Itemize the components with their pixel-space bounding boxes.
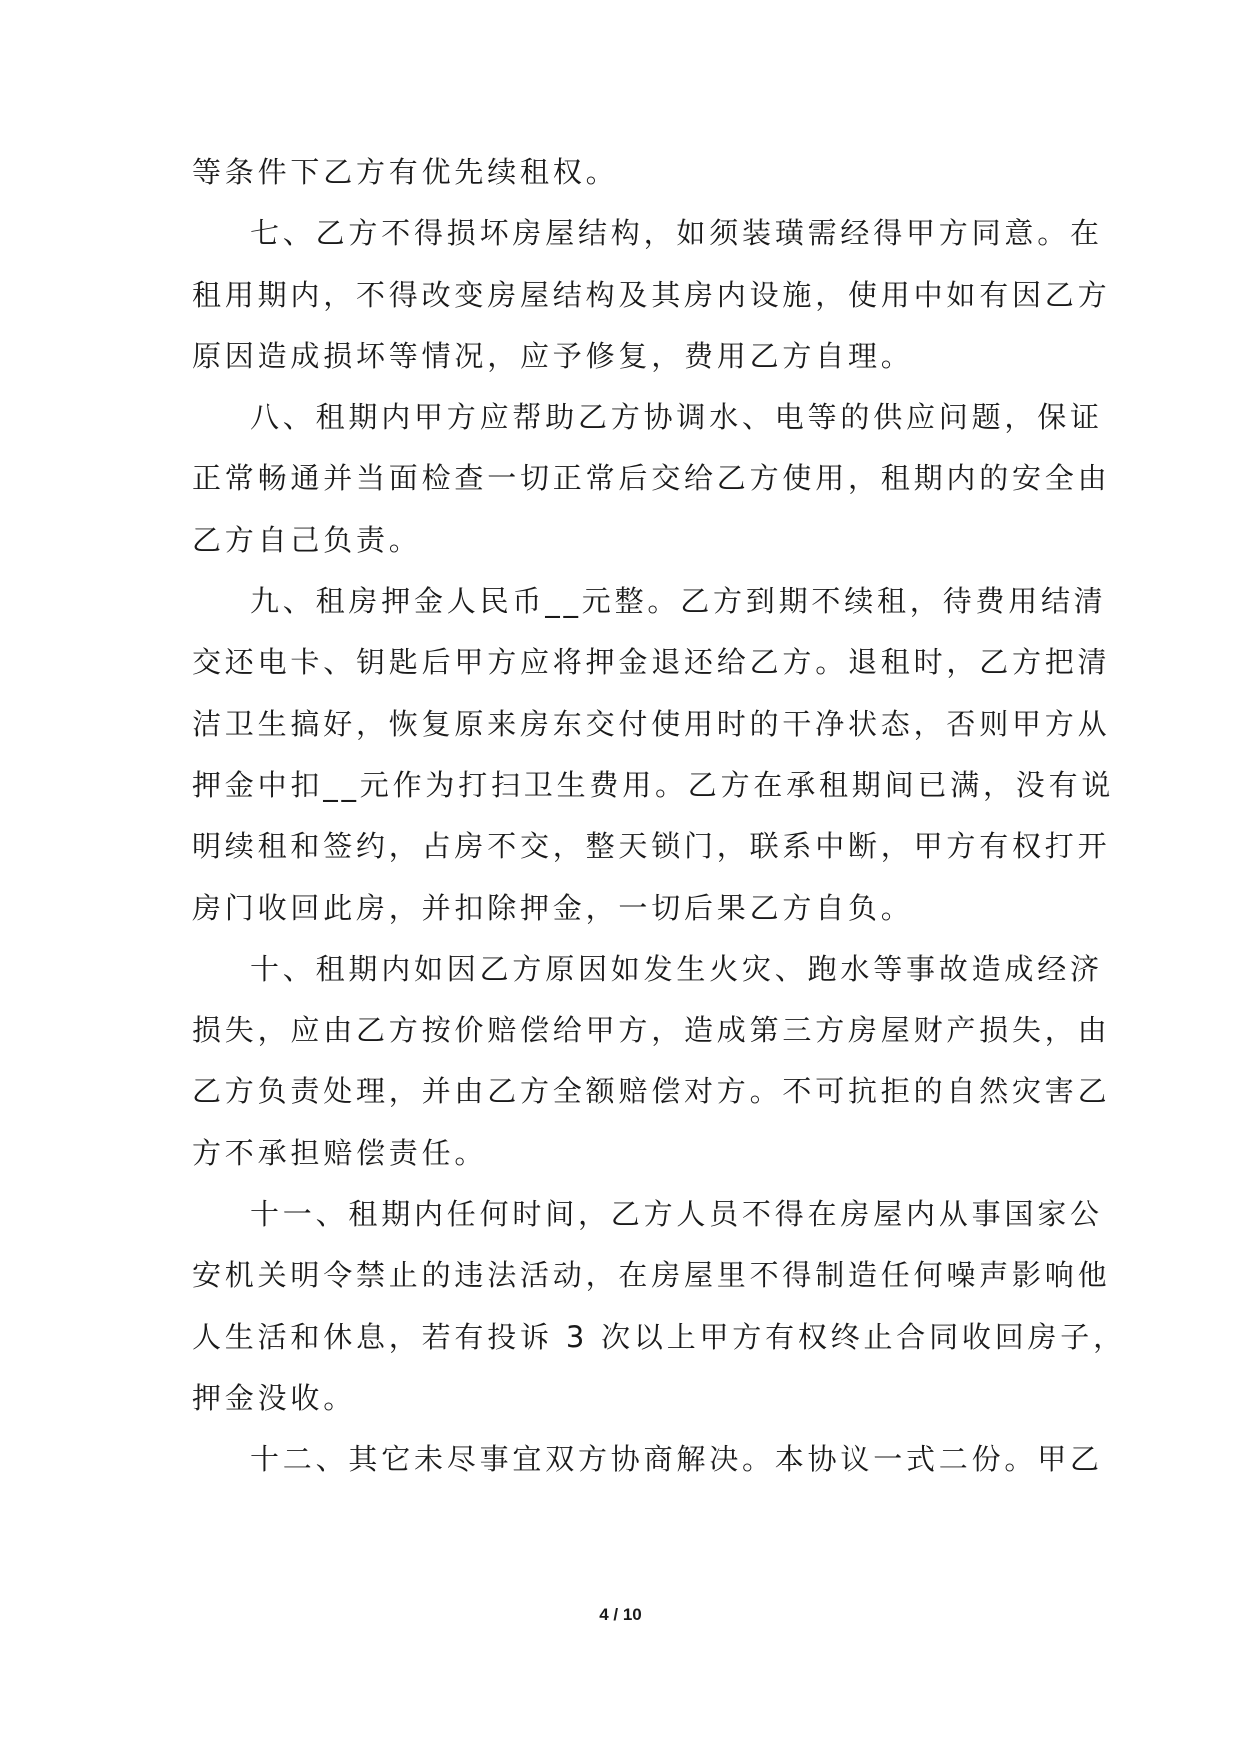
- clause-12-line: 十二、其它未尽事宜双方协商解决。本协议一式二份。甲乙: [250, 1442, 1103, 1477]
- text-line: 方不承担赔偿责任。: [192, 1135, 488, 1170]
- text-line: 乙方自己负责。: [192, 522, 422, 557]
- text-line: 洁卫生搞好，恢复原来房东交付使用时的干净状态，否则甲方从: [192, 706, 1111, 741]
- clause-7-line: 七、乙方不得损坏房屋结构，如须装璜需经得甲方同意。在: [250, 216, 1103, 251]
- text-line: 安机关明令禁止的违法活动，在房屋里不得制造任何噪声影响他: [192, 1258, 1111, 1293]
- text-line: 租用期内，不得改变房屋结构及其房内设施，使用中如有因乙方: [192, 277, 1111, 312]
- text-line: 明续租和签约，占房不交，整天锁门，联系中断，甲方有权打开: [192, 829, 1111, 864]
- clause-11-line: 十一、租期内任何时间，乙方人员不得在房屋内从事国家公: [250, 1197, 1103, 1232]
- text-line: 人生活和休息，若有投诉 3 次以上甲方有权终止合同收回房子，: [192, 1319, 1126, 1354]
- text-line: 乙方负责处理，并由乙方全额赔偿对方。不可抗拒的自然灾害乙: [192, 1074, 1111, 1109]
- clause-9-line: 九、租房押金人民币__元整。乙方到期不续租，待费用结清: [250, 584, 1107, 619]
- text-line: 原因造成损坏等情况，应予修复，费用乙方自理。: [192, 338, 914, 373]
- text-line: 交还电卡、钥匙后甲方应将押金退还给乙方。退租时，乙方把清: [192, 645, 1111, 680]
- text-line: 押金没收。: [192, 1380, 357, 1415]
- page-number: 4 / 10: [599, 1605, 642, 1624]
- text-line: 等条件下乙方有优先续租权。: [192, 155, 619, 189]
- clause-10-line: 十、租期内如因乙方原因如发生火灾、跑水等事故造成经济: [250, 951, 1103, 986]
- clause-8-line: 八、租期内甲方应帮助乙方协调水、电等的供应问题，保证: [250, 400, 1103, 435]
- document-body: [192, 152, 1126, 1501]
- text-line: 房门收回此房，并扣除押金，一切后果乙方自负。: [192, 890, 914, 925]
- text-line: 损失，应由乙方按价赔偿给甲方，造成第三方房屋财产损失，由: [192, 1013, 1111, 1048]
- text-line: 押金中扣__元作为打扫卫生费用。乙方在承租期间已满，没有说: [192, 767, 1115, 802]
- text-line: 正常畅通并当面检查一切正常后交给乙方使用，租期内的安全由: [192, 461, 1111, 496]
